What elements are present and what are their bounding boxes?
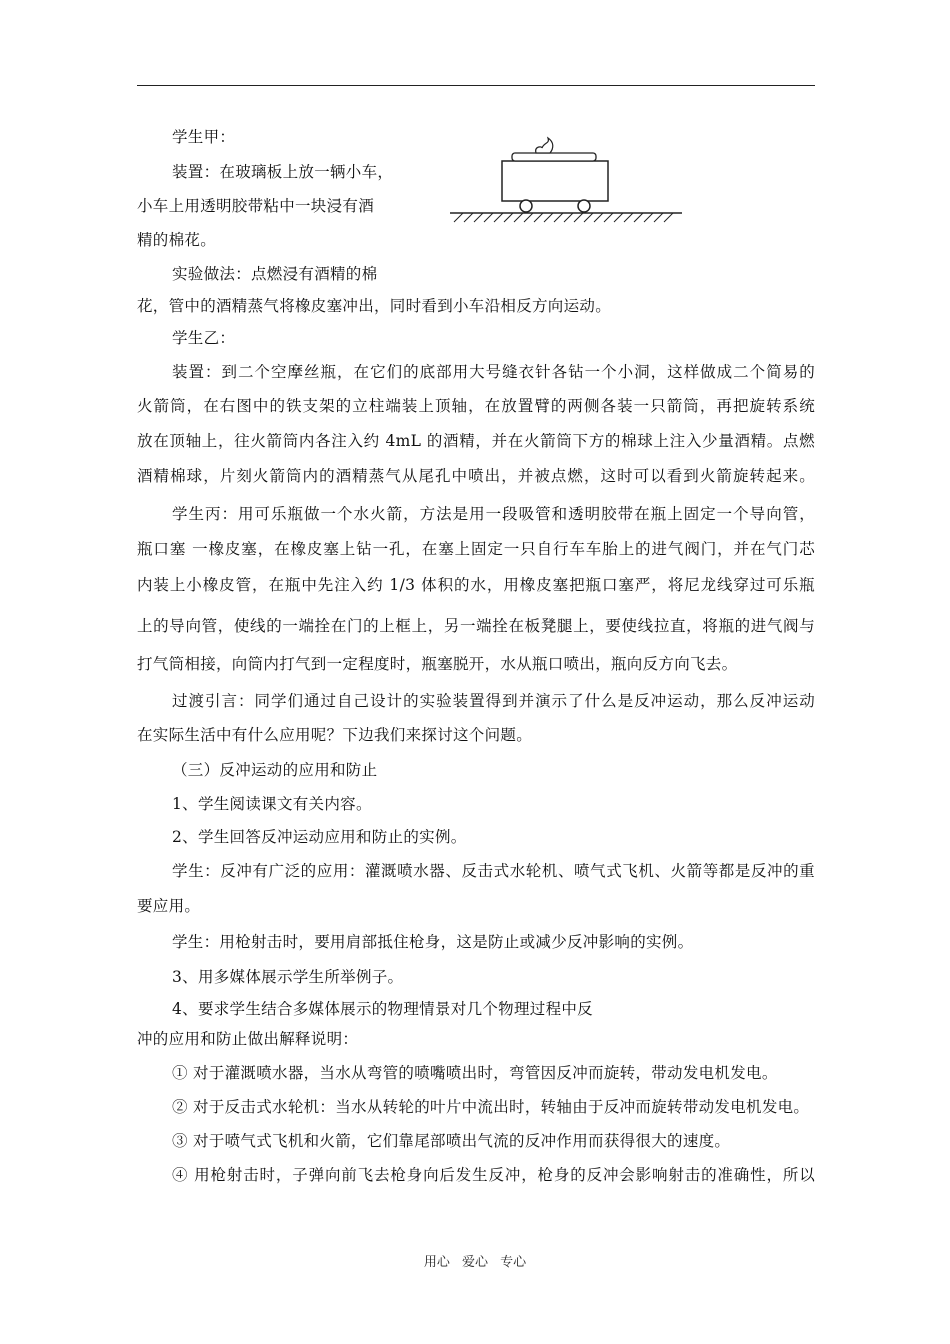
page-footer xyxy=(0,1251,950,1270)
text-line: 学生丙：用可乐瓶做一个水火箭，方法是用一段吸管和透明胶带在瓶上固定一个导向管， xyxy=(172,505,815,523)
text-line: 花，管中的酒精蒸气将橡皮塞冲出，同时看到小车沿相反方向运动。 xyxy=(137,297,612,315)
text-line: 火箭筒，在右图中的铁支架的立柱端装上顶轴，在放置臂的两侧各装一只箭筒，再把旋转系统 xyxy=(137,397,815,415)
tube xyxy=(512,153,596,161)
text-line: 内装上小橡皮管，在瓶中先注入约 1/3 体积的水，用橡皮塞把瓶口塞严，将尼龙线穿过可乐瓶 xyxy=(137,576,815,594)
text-line: 实验做法：点燃浸有酒精的棉 xyxy=(172,265,378,283)
text-line: 在实际生活中有什么应用呢？下边我们来探讨这个问题。 xyxy=(137,726,533,744)
text-line: 学生甲： xyxy=(172,128,236,146)
text-line: 小车上用透明胶带粘中一块浸有酒 xyxy=(137,197,375,215)
text-line: 学生：反冲有广泛的应用：灌溉喷水器、反击式水轮机、喷气式飞机、火箭等都是反冲的重 xyxy=(172,862,815,880)
footer-word: 专心 xyxy=(500,1255,527,1270)
cart-diagram xyxy=(450,130,690,230)
text-line: 3、用多媒体展示学生所举例子。 xyxy=(172,968,404,986)
ground-hatching xyxy=(454,213,673,222)
text-line: ① 对于灌溉喷水器，当水从弯管的喷嘴喷出时，弯管因反冲而旋转，带动发电机发电。 xyxy=(172,1064,778,1082)
text-line: 要应用。 xyxy=(137,897,201,915)
text-line: 装置：在玻璃板上放一辆小车， xyxy=(172,163,394,181)
text-line: ④ 用枪射击时，子弹向前飞去枪身向后发生反冲，枪身的反冲会影响射击的准确性，所以 xyxy=(172,1166,815,1184)
text-line: ② 对于反击式水轮机：当水从转轮的叶片中流出时，转轴由于反冲而旋转带动发电机发电。 xyxy=(172,1098,810,1116)
wheel-right xyxy=(578,200,590,212)
text-line: 瓶口塞 一橡皮塞，在橡皮塞上钻一孔，在塞上固定一只自行车车胎上的进气阀门，并在气门芯 xyxy=(137,540,815,558)
text-line: 1、学生阅读课文有关内容。 xyxy=(172,795,372,813)
text-line: 装置：到二个空摩丝瓶，在它们的底部用大号缝衣针各钻一个小洞，这样做成二个简易的 xyxy=(172,363,815,381)
text-line: 上的导向管，使线的一端拴在门的上框上，另一端拴在板凳腿上，要使线拉直，将瓶的进气阀与 xyxy=(137,617,815,635)
text-line: ③ 对于喷气式飞机和火箭，它们靠尾部喷出气流的反冲作用而获得很大的速度。 xyxy=(172,1132,731,1150)
text-line: 冲的应用和防止做出解释说明： xyxy=(137,1030,359,1048)
cotton-flame xyxy=(536,138,553,153)
text-line: 学生：用枪射击时，要用肩部抵住枪身，这是防止或减少反冲影响的实例。 xyxy=(172,933,694,951)
text-line: 2、学生回答反冲运动应用和防止的实例。 xyxy=(172,828,467,846)
footer-word: 爱心 xyxy=(461,1255,488,1270)
cart-body xyxy=(502,161,608,201)
text-line: 打气筒相接，向筒内打气到一定程度时，瓶塞脱开，水从瓶口喷出，瓶向反方向飞去。 xyxy=(137,655,738,673)
header-rule xyxy=(137,85,815,86)
text-line: 4、要求学生结合多媒体展示的物理情景对几个物理过程中反 xyxy=(172,1000,593,1018)
text-line: 精的棉花。 xyxy=(137,231,217,249)
text-line: 放在顶轴上，往火箭筒内各注入约 4mL 的酒精，并在火箭筒下方的棉球上注入少量酒精。点燃 xyxy=(137,432,815,450)
text-line: 过渡引言：同学们通过自己设计的实验装置得到并演示了什么是反冲运动，那么反冲运动 xyxy=(172,692,815,710)
section-heading: （三）反冲运动的应用和防止 xyxy=(172,761,378,779)
wheel-left xyxy=(520,200,532,212)
text-line: 学生乙： xyxy=(172,329,236,347)
text-line: 酒精棉球，片刻火箭筒内的酒精蒸气从尾孔中喷出，并被点燃，这时可以看到火箭旋转起来。 xyxy=(137,467,815,485)
footer-word: 用心 xyxy=(423,1255,450,1270)
